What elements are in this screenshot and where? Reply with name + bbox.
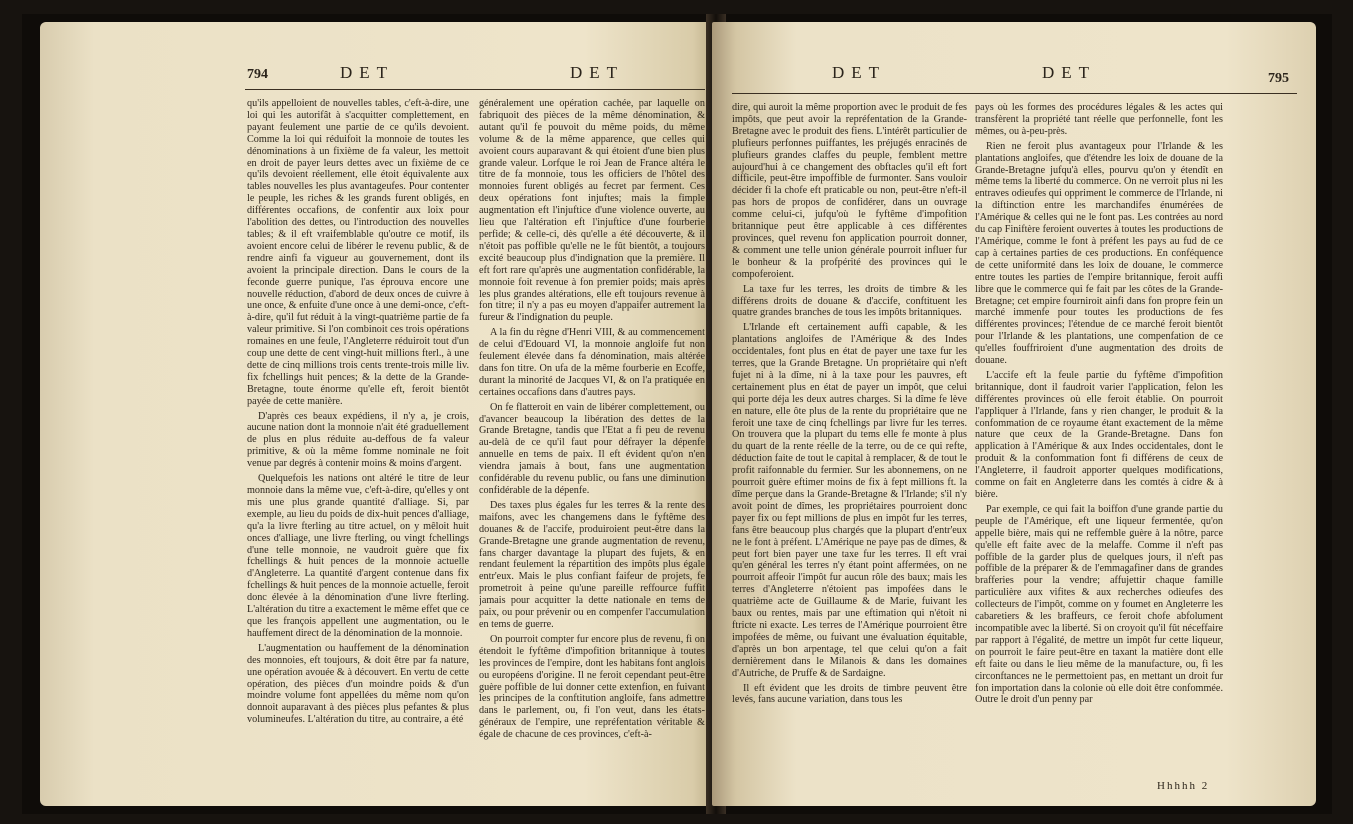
paragraph: On fe flatteroit en vain de libérer complettement, ou d'avancer beaucoup la libération des dettes de la Grande Bretagne, tandis que l'Etat a fi peu de revenu au-delà de ce qu'il faut pour défrayer la dépenfe annuelle en tems de paix. Il eft évident qu'on n'en viendra jamais à bout, fans une augmentation confidérable du revenu public, ou fans une diminution confidérable de la dépenfe. xyxy=(479,401,705,496)
paragraph: Par exemple, ce qui fait la boiffon d'une grande partie du peuple de l'Amérique, eft une liqueur fermentée, qu'on appelle bière, mais qui ne reffemble guère à la nôtre, parce qu'elle eft faite avec de la melaffe. Comme il n'eft pas poffible de la garder plus de quelques jours, il n'eft pas poffible de la préparer & de l'emmagafiner dans de grandes brafferies pour la vendre; affujettir chaque famille particulière aux vifites & aux recherches odieufes des collecteurs de l'impôt, comme on y foumet en Angleterre les cabaretiers & les braffeurs, ce feroit chofe abfolument incompatible avec la liberté. Si on croyoit qu'il fût néceffaire par rapport à l'égalité, de mettre un impôt fur cette liqueur, on pourroit le faire peut-être en taxant la matière dont elle eft faite ou dans le lieu même de la manufacture, ou, fi les circonftances ne le permettoient pas, en mettant un droit fur fon importation dans la colonie où elle doit être confommée. Outre le droit d'un penny par xyxy=(975,503,1223,706)
paragraph: qu'ils appelloient de nouvelles tables, c'eft-à-dire, une loi qui les autorifât à s'acquitter complettement, en payant feulement une partie de ce qu'ils devoient. Comme la loi qui réduifoit la monnoie de toutes les dénominations à un fixième de fa valeur, les mettoit en droit de payer leurs dettes avec un fixième de ce qu'ils devoient réellement, elle étoit équivalente aux tables nouvelles les plus avantageufes. Pour contenter le peuple, les riches & les grands furent obligés, en différentes occafions, de confentir aux loix pour l'abolition des dettes, ou l'introduction des nouvelles tables; & il eft vraifemblable qu'outre ce motif, ils avoient encore celui de libérer le revenu public, & de rendre ainfi fa vigueur au gouvernement, dont ils avoient la principale direction. Dans le cours de la feconde guerre punique, l'as éprouva encore une nouvelle réduction, d'abord de deux onces de cuivre à une once, & enfuite d'une once à une demi-once, c'eft-à-dire, qu'il fut réduit à la vingt-quatrième partie de fa valeur primitive. Si l'on combinoit ces trois opérations romaines en une feule, l'Angleterre réduiroit tout d'un coup une dette de cent vingt-huit millions fterl., à une dette de cinq millions trois cents trente-trois mille liv. fix fchellings huit pences; & la dette de la Grande-Bretagne, toute énorme qu'elle eft, feroit bientôt payée de cette manière. xyxy=(247,98,469,407)
running-head: DET xyxy=(832,63,887,82)
left-page xyxy=(40,22,720,806)
paragraph: D'après ces beaux expédiens, il n'y a, je crois, aucune nation dont la monnoie n'ait été graduellement de plus en plus réduite au-deffous de fa valeur primitive, & où la même fomme nominale ne foit venue par degrés à contenir moins & moins d'argent. xyxy=(247,410,469,470)
paragraph: Rien ne feroit plus avantageux pour l'Irlande & les plantations angloifes, que d'étendre les loix de douane de la Grande-Bretagne jufqu'à elles, pourvu qu'on y étendît en même tems la liberté du commerce. On ne verroit plus ni les entraves odieufes qui oppriment le commerce de l'Irlande, ni la diftinction entre les marchandifes énumérées de l'Amérique & celles qui ne le font pas. Les contrées au nord du cap Finiftère feroient ouvertes à toutes les productions de l'Amérique, comme le font à préfent les pays au fud de ce cap à certaines parties de ces productions. En conféquence de cette uniformité dans les loix de douane, le commerce entre toutes les parties de l'empire britannique, feroit auffi libre que le commerce qui fe fait par les côtes de la Grande-Bretagne; cet empire fourniroit ainfi dans fon propre fein un marché immenfe pour toutes les productions de fes différentes provinces; l'étendue de ce marché feroit bientôt pour l'Irlande & les plantations, une compenfation de ce qu'elles fouffriroient d'une augmentation des droits de douane. xyxy=(975,140,1223,367)
book-spread xyxy=(22,14,1332,814)
paragraph: L'augmentation ou hauffement de la dénomination des monnoies, eft toujours, & doit être par fa nature, une opération avouée & à découvert. En vertu de cette opération, des pièces d'un moindre poids & d'un moindre volume font appellées du même nom qu'on donnoit auparavant à des pièces plus pefantes & plus volumineufes. L'altération du titre, au contraire, a été xyxy=(247,642,469,726)
running-head: DET xyxy=(570,63,625,82)
right-page-header xyxy=(712,63,1316,93)
page-number: 795 xyxy=(1268,71,1289,86)
text-column xyxy=(247,98,469,790)
paragraph: L'Irlande eft certainement auffi capable, & les plantations angloifes de l'Amérique & des Indes occidentales, font plus en état de payer une taxe fur les terres, que la Grande Bretagne. Un propriétaire qui n'eft fujet ni à la dîme, ni à la taxe pour les pauvres, eft certainement plus en état de payer un impôt, que celui qui porte déja les deux autres charges. Si la dîme fe lève en nature, elle ôte plus de la rente du propriétaire que ne feroit une taxe de cinq fchellings par livre fur les terres. On trouvera que la plupart du tems elle fe monte à plus du quart de la rente réelle de la terre, ou de ce qui refte, déduction faite de tout le capital à remplacer, & de tout le profit raifonnable du fermier. Sur les abonnemens, on ne pourroit guère eftimer moins de fix à fept millions ft. la dîme perçue dans la Grande-Bretagne & l'Irlande; s'il n'y avoit point de dîmes, les propriétaires pourroient donc payer fix ou fept millions de plus en impôt fur les terres, fans être beaucoup plus chargés que la plupart d'entr'eux ne le font à préfent. L'Amérique ne paye pas de dîmes, & peut fort bien payer une taxe fur les terres. Il eft vrai qu'en général les terres n'y étant point affermées, on ne pourroit affeoir l'impôt fur aucun rôle des baux; mais les terres d'Angleterre n'étoient pas impofées dans le quatrième acte de Guillaume & de Marie, fuivant les baux ou rentes, mais par une eftimation qui n'étoit ni ftricte ni exacte. Les terres de l'Amérique pourroient être impofées de même, ou fuivant une évaluation équitable, d'après un bon arpentage, tel que celui qu'on a fait dernièrement dans le Milanois & dans les domaines d'Autriche, de Pruffe & de Sardaigne. xyxy=(732,322,967,679)
running-head: DET xyxy=(340,63,395,82)
text-column xyxy=(479,98,705,790)
paragraph: Des taxes plus égales fur les terres & la rente des maifons, avec les changemens dans le fyftême des douanes & de l'accife, produiroient peut-être dans la Grande-Bretagne une grande augmentation de revenu, fans charger davantage la plupart des fujets, & en rendant feulement la répartition des impôts plus égale entr'eux. Mais le plus confiant faifeur de projets, fe prometroit à peine qu'une pareille reffource fuffit jamais pour acquitter la dette nationale en tems de paix, ou pour prévenir ou en compenfer l'accumulation en tems de guerre. xyxy=(479,499,705,630)
signature-mark: Hhhhh 2 xyxy=(1157,780,1210,792)
paragraph: On pourroit compter fur encore plus de revenu, fi on étendoit le fyftême d'impofition britannique à toutes les provinces de l'empire, dont les habitans font anglois ou européens d'origine. Il ne feroit cependant peut-être guère poffible de lui donner cette extenfion, en fuivant les principes de la conftitution angloife, fans admettre dans le parlement, ou, fi l'on veut, dans les états-généraux de l'empire, une repréfentation véritable & égale de chacune de ces provinces, c'eft-à- xyxy=(479,633,705,741)
paragraph: A la fin du règne d'Henri VIII, & au commencement de celui d'Edouard VI, la monnoie angloife fut non feulement élevée dans fa dénomination, mais altérée dans fon titre. On ufa de la même fourberie en Ecoffe, durant la minorité de Jacques VI, & on l'a pratiquée en certaines occafions dans d'autres pays. xyxy=(479,327,705,398)
paragraph: Il eft évident que les droits de timbre peuvent être levés, fans aucune variation, dans tous les xyxy=(732,682,967,706)
header-rule xyxy=(732,93,1297,94)
paragraph: La taxe fur les terres, les droits de timbre & les différens droits de douane & d'accife, conftituent les quatre grandes branches de tous les impôts britanniques. xyxy=(732,283,967,319)
right-page xyxy=(712,22,1316,806)
text-column xyxy=(975,102,1223,776)
running-head: DET xyxy=(1042,63,1097,82)
paragraph: Quelquefois les nations ont altéré le titre de leur monnoie dans la même vue, c'eft-à-dire, qu'elles y ont mis une plus grande quantité d'alliage. Si, par exemple, au lieu du poids de dix-huit pences d'alliage, qu'a la livre fterling au titre actuel, on y mêloit huit onces d'alliage, une livre fterling, ou vingt fchellings d'une telle monnoie, ne vaudroit guère que fix fchellings & huit pences de la monnoie actuelle d'Angleterre. La quantité d'argent contenue dans fix fchellings & huit pences de la monnoie actuelle, feroit donc élevée à la dénomination d'une livre fterling. L'altération du titre a exactement le même effet que ce que les françois appellent une augmentation, ou le hauffement direct de la dénomination de la monnoie. xyxy=(247,473,469,639)
paragraph: généralement une opération cachée, par laquelle on fabriquoit des pièces de la même dénomination, & autant qu'il fe pouvoit du même poids, du même volume & de la même apparence, que celles qui avoient cours auparavant & qui étoient d'une bien plus grande valeur. Lorfque le roi Jean de France altéra le titre de fa monnoie, tous les officiers de l'hôtel des monnoies furent obligés au fecret par ferment. Ces deux opérations font injuftes; mais la fimple augmentation eft l'injuftice d'une violence ouverte, au lieu que l'altération eft l'injuftice d'une fourberie perfide; & celle-ci, dès qu'elle a été découverte, & il n'étoit pas poffible qu'elle ne le fût bientôt, a toujours excité beaucoup plus d'indignation que la première. Il eft fort rare qu'après une augmentation confidérable, la monnoie foit revenue à fon premier poids; mais après les plus grandes altérations, elle eft toujours revenue à fon titre; il n'y a pas eu moyen d'appaifer autrement la fureur & l'indignation du peuple. xyxy=(479,98,705,324)
left-page-header xyxy=(40,63,720,93)
header-rule xyxy=(245,89,705,90)
paragraph: pays où les formes des procédures légales & les actes qui transfèrent la propriété tant réelle que perfonnelle, font les mêmes, ou à-peu-près. xyxy=(975,102,1223,137)
paragraph: dire, qui auroit la même proportion avec le produit de fes impôts, que peut avoir la repréfentation de la Grande-Bretagne avec le produit des fiens. L'intérêt particulier de plufieurs perfonnes puiffantes, les préjugés enracinés de plufieurs grandes claffes du peuple, femblent mettre aujourd'hui à ce changement des obftacles qu'il eft fort difficile, peut-être impoffible de furmonter. Sans vouloir décider fi la chofe eft praticable ou non, peut-être n'eft-il pas hors de propos de confidérer, dans un ouvrage comme celui-ci, jufqu'où le fyftême d'impofition britannique peut être applicable à ces différentes provinces, quel revenu fon application pourroit donner, & comment une telle union générale pourroit influer fur le bonheur & la profpérité des provinces qui le compoferoient. xyxy=(732,102,967,280)
paragraph: L'accife eft la feule partie du fyftême d'impofition britannique, dont il faudroit varier l'application, felon les différentes provinces où elle feroit établie. On pourroit l'appliquer à l'Irlande, fans y rien changer, le produit & la confommation de ce royaume étant exactement de la même nature que ceux de la Grande-Bretagne. Dans fon application à l'Amérique & aux Indes occidentales, dont le produit & la confommation font fi différens de ceux de l'Angleterre, il faudroit apporter quelques modifications, comme on fait en Angleterre dans les comtés à cidre & à bière. xyxy=(975,369,1223,500)
page-number: 794 xyxy=(247,67,268,82)
text-column xyxy=(732,102,967,790)
